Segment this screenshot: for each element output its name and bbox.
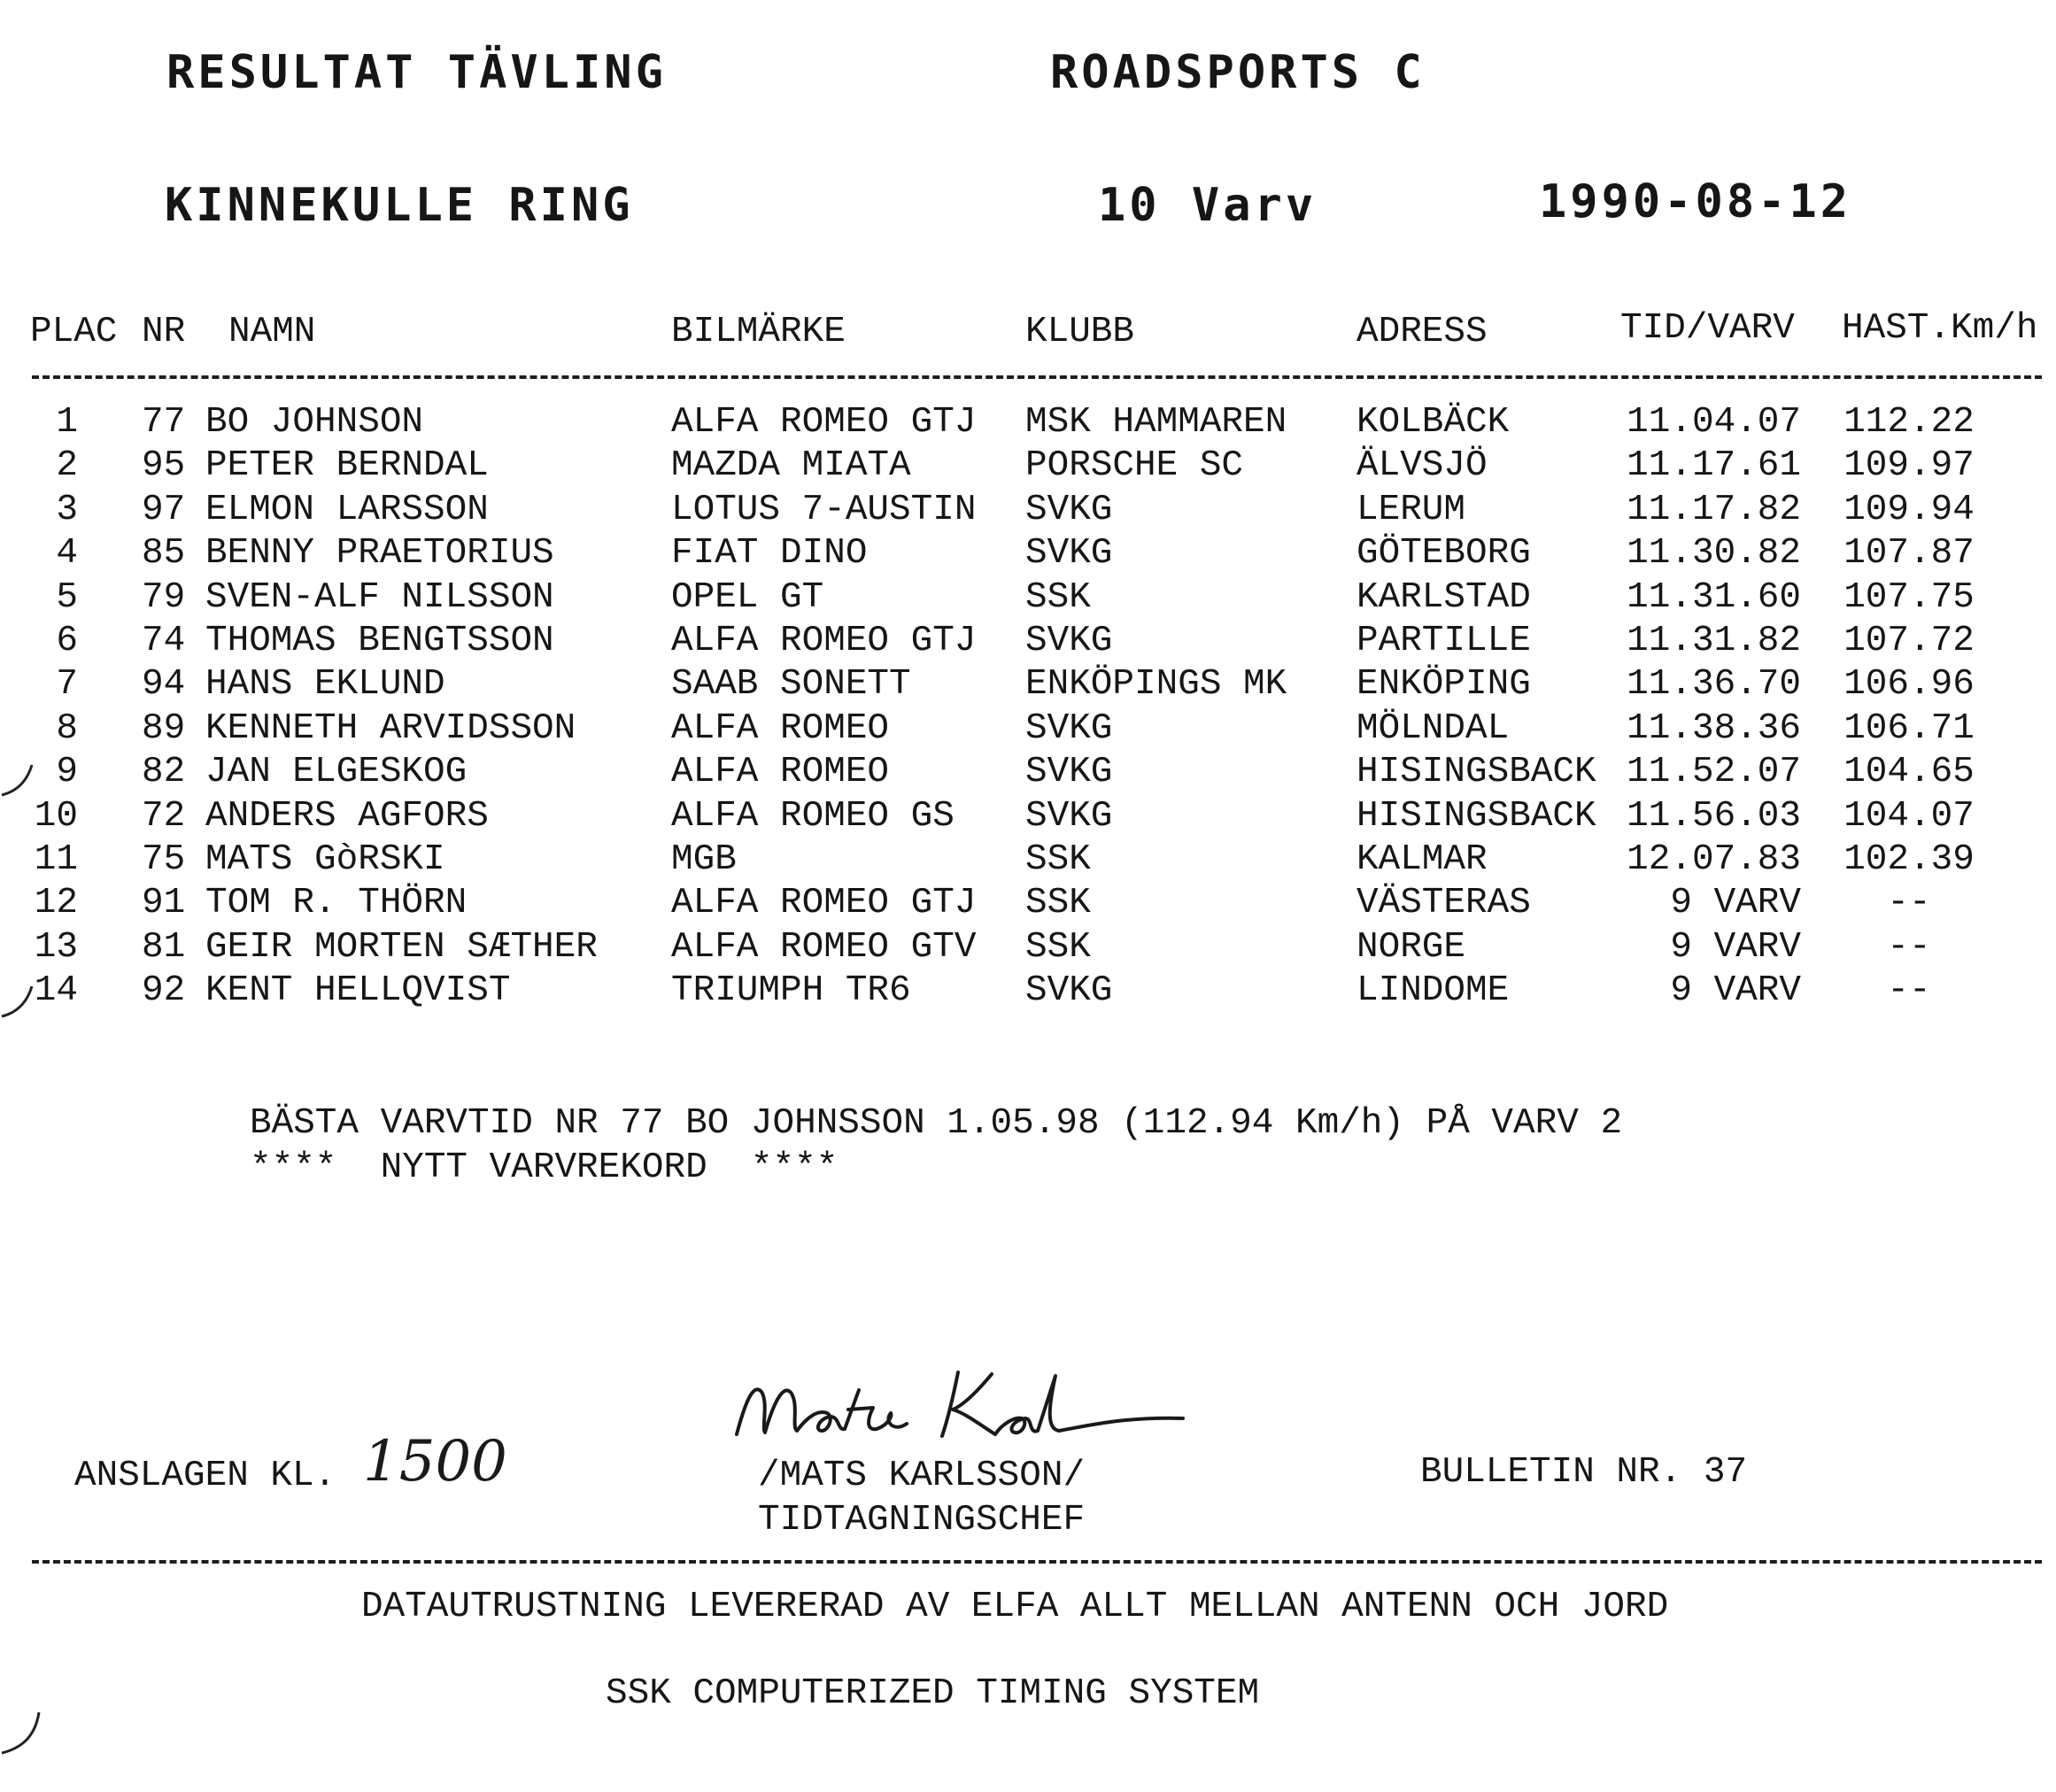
cell-adress: HISINGSBACK — [1356, 796, 1596, 837]
col-header-klubb: KLUBB — [1025, 312, 1135, 352]
cell-adress: HISINGSBACK — [1356, 752, 1596, 792]
col-header-hast: HAST.Km/h — [1842, 308, 2038, 349]
cell-tid: 12.07.83 — [1627, 839, 1801, 880]
cell-namn: HANS EKLUND — [205, 664, 445, 705]
cell-nr: 77 — [142, 402, 186, 443]
race-date: 1990-08-12 — [1539, 175, 1852, 228]
cell-nr: 97 — [142, 490, 186, 530]
cell-klubb: SVKG — [1025, 621, 1113, 661]
sponsor-line: DATAUTRUSTNING LEVERERAD AV ELFA ALLT MELLAN ANTENN OCH JORD — [361, 1587, 1669, 1627]
cell-klubb: SVKG — [1025, 533, 1113, 574]
cell-tid: 11.52.07 — [1627, 752, 1801, 792]
cell-nr: 94 — [142, 664, 186, 705]
cell-nr: 75 — [142, 839, 186, 880]
punch-mark — [0, 983, 35, 1027]
cell-tid: 9 VARV — [1670, 883, 1801, 923]
cell-nr: 92 — [142, 970, 186, 1011]
cell-tid: 11.36.70 — [1627, 664, 1801, 705]
cell-hast: 107.75 — [1843, 577, 1975, 618]
cell-tid: 11.17.82 — [1627, 490, 1801, 530]
cell-hast: 106.96 — [1843, 664, 1975, 705]
official-name: /MATS KARLSSON/ — [758, 1456, 1086, 1496]
cell-plac: 1 — [56, 402, 78, 443]
cell-plac: 9 — [56, 752, 78, 792]
cell-plac: 11 — [34, 839, 78, 880]
cell-tid: 11.30.82 — [1627, 533, 1801, 574]
cell-hast: 107.87 — [1843, 533, 1975, 574]
cell-adress: KOLBÄCK — [1356, 402, 1510, 443]
cell-adress: MÖLNDAL — [1356, 708, 1510, 749]
posted-time-handwritten: 1500 — [363, 1429, 507, 1495]
cell-klubb: SVKG — [1025, 796, 1113, 837]
cell-hast: 109.97 — [1843, 445, 1975, 486]
cell-bilmarke: ALFA ROMEO GTJ — [671, 621, 977, 661]
cell-plac: 5 — [56, 577, 78, 618]
cell-adress: KARLSTAD — [1356, 577, 1531, 618]
cell-namn: ELMON LARSSON — [205, 490, 489, 530]
col-header-adress: ADRESS — [1356, 312, 1488, 352]
cell-plac: 6 — [56, 621, 78, 661]
cell-nr: 91 — [142, 883, 186, 923]
cell-bilmarke: ALFA ROMEO GS — [671, 796, 955, 837]
cell-klubb: MSK HAMMAREN — [1025, 402, 1287, 443]
cell-klubb: SVKG — [1025, 708, 1113, 749]
cell-tid: 11.04.07 — [1627, 402, 1801, 443]
cell-hast: 104.07 — [1843, 796, 1975, 837]
col-header-plac: PLAC — [30, 312, 118, 352]
cell-klubb: ENKÖPINGS MK — [1025, 664, 1287, 705]
cell-klubb: SSK — [1025, 927, 1091, 968]
cell-nr: 82 — [142, 752, 186, 792]
cell-plac: 8 — [56, 708, 78, 749]
cell-adress: ENKÖPING — [1356, 664, 1531, 705]
cell-bilmarke: SAAB SONETT — [671, 664, 911, 705]
cell-namn: PETER BERNDAL — [205, 445, 489, 486]
cell-tid: 11.31.82 — [1627, 621, 1801, 661]
cell-namn: BO JOHNSON — [205, 402, 424, 443]
cell-plac: 13 — [34, 927, 78, 968]
cell-klubb: PORSCHE SC — [1025, 445, 1244, 486]
cell-adress: VÄSTERAS — [1356, 883, 1531, 923]
cell-klubb: SSK — [1025, 577, 1091, 618]
cell-bilmarke: OPEL GT — [671, 577, 824, 618]
cell-hast: 112.22 — [1843, 402, 1975, 443]
official-title: TIDTAGNINGSCHEF — [758, 1500, 1086, 1541]
cell-adress: NORGE — [1356, 927, 1466, 968]
cell-bilmarke: MGB — [671, 839, 737, 880]
cell-tid: 11.17.61 — [1627, 445, 1801, 486]
cell-hast: 104.65 — [1843, 752, 1975, 792]
cell-hast: 109.94 — [1843, 490, 1975, 530]
best-lap-note: BÄSTA VARVTID NR 77 BO JOHNSSON 1.05.98 (112.94 Km/h) PÅ VARV 2 — [250, 1103, 1623, 1144]
footer-divider — [32, 1560, 2042, 1564]
cell-bilmarke: ALFA ROMEO GTV — [671, 927, 977, 968]
cell-hast: 107.72 — [1843, 621, 1975, 661]
cell-bilmarke: ALFA ROMEO GTJ — [671, 402, 977, 443]
cell-hast: -- — [1887, 970, 1931, 1011]
cell-namn: ANDERS AGFORS — [205, 796, 489, 837]
cell-namn: JAN ELGESKOG — [205, 752, 468, 792]
col-header-nr: NR — [142, 312, 186, 352]
cell-adress: KALMAR — [1356, 839, 1488, 880]
col-header-bilmarke: BILMÄRKE — [671, 312, 846, 352]
timing-system-line: SSK COMPUTERIZED TIMING SYSTEM — [606, 1673, 1260, 1714]
cell-namn: KENT HELLQVIST — [205, 970, 511, 1011]
cell-namn: GEIR MORTEN SÆTHER — [205, 927, 598, 968]
cell-namn: THOMAS BENGTSSON — [205, 621, 554, 661]
cell-nr: 95 — [142, 445, 186, 486]
cell-namn: KENNETH ARVIDSSON — [205, 708, 576, 749]
track-name: KINNEKULLE RING — [165, 179, 634, 232]
cell-tid: 11.56.03 — [1627, 796, 1801, 837]
cell-nr: 81 — [142, 927, 186, 968]
cell-bilmarke: LOTUS 7-AUSTIN — [671, 490, 977, 530]
cell-nr: 79 — [142, 577, 186, 618]
cell-plac: 14 — [34, 970, 78, 1011]
cell-plac: 2 — [56, 445, 78, 486]
cell-hast: 102.39 — [1843, 839, 1975, 880]
signature — [726, 1355, 1186, 1461]
cell-bilmarke: ALFA ROMEO GTJ — [671, 883, 977, 923]
cell-adress: PARTILLE — [1356, 621, 1531, 661]
cell-bilmarke: ALFA ROMEO — [671, 708, 890, 749]
col-header-namn: NAMN — [228, 312, 316, 352]
cell-nr: 89 — [142, 708, 186, 749]
cell-plac: 4 — [56, 533, 78, 574]
punch-mark — [0, 1709, 44, 1762]
cell-adress: ÄLVSJÖ — [1356, 445, 1488, 486]
cell-bilmarke: TRIUMPH TR6 — [671, 970, 911, 1011]
cell-adress: LERUM — [1356, 490, 1466, 530]
cell-klubb: SVKG — [1025, 490, 1113, 530]
document-title: RESULTAT TÄVLING — [166, 46, 667, 99]
cell-klubb: SVKG — [1025, 970, 1113, 1011]
bulletin-number: BULLETIN NR. 37 — [1420, 1452, 1748, 1493]
cell-plac: 7 — [56, 664, 78, 705]
cell-namn: MATS GòRSKI — [205, 839, 445, 880]
header-divider — [32, 375, 2042, 379]
cell-hast: -- — [1887, 883, 1931, 923]
cell-nr: 74 — [142, 621, 186, 661]
cell-adress: LINDOME — [1356, 970, 1510, 1011]
lap-record-note: **** NYTT VARVREKORD **** — [250, 1147, 839, 1188]
cell-tid: 11.31.60 — [1627, 577, 1801, 618]
race-class: ROADSPORTS C — [1050, 46, 1426, 99]
cell-hast: -- — [1887, 927, 1931, 968]
cell-klubb: SSK — [1025, 883, 1091, 923]
cell-klubb: SVKG — [1025, 752, 1113, 792]
cell-nr: 85 — [142, 533, 186, 574]
cell-tid: 9 VARV — [1670, 927, 1801, 968]
cell-bilmarke: ALFA ROMEO — [671, 752, 890, 792]
cell-nr: 72 — [142, 796, 186, 837]
cell-bilmarke: FIAT DINO — [671, 533, 868, 574]
cell-tid: 11.38.36 — [1627, 708, 1801, 749]
col-header-tid: TID/VARV — [1620, 308, 1795, 349]
cell-tid: 9 VARV — [1670, 970, 1801, 1011]
cell-plac: 12 — [34, 883, 78, 923]
cell-namn: BENNY PRAETORIUS — [205, 533, 554, 574]
punch-mark — [0, 761, 35, 806]
posted-label: ANSLAGEN KL. — [74, 1456, 336, 1496]
cell-plac: 3 — [56, 490, 78, 530]
cell-bilmarke: MAZDA MIATA — [671, 445, 911, 486]
cell-plac: 10 — [34, 796, 78, 837]
cell-adress: GÖTEBORG — [1356, 533, 1531, 574]
cell-hast: 106.71 — [1843, 708, 1975, 749]
cell-namn: TOM R. THÖRN — [205, 883, 468, 923]
cell-namn: SVEN-ALF NILSSON — [205, 577, 554, 618]
cell-klubb: SSK — [1025, 839, 1091, 880]
lap-count: 10 Varv — [1098, 179, 1318, 232]
